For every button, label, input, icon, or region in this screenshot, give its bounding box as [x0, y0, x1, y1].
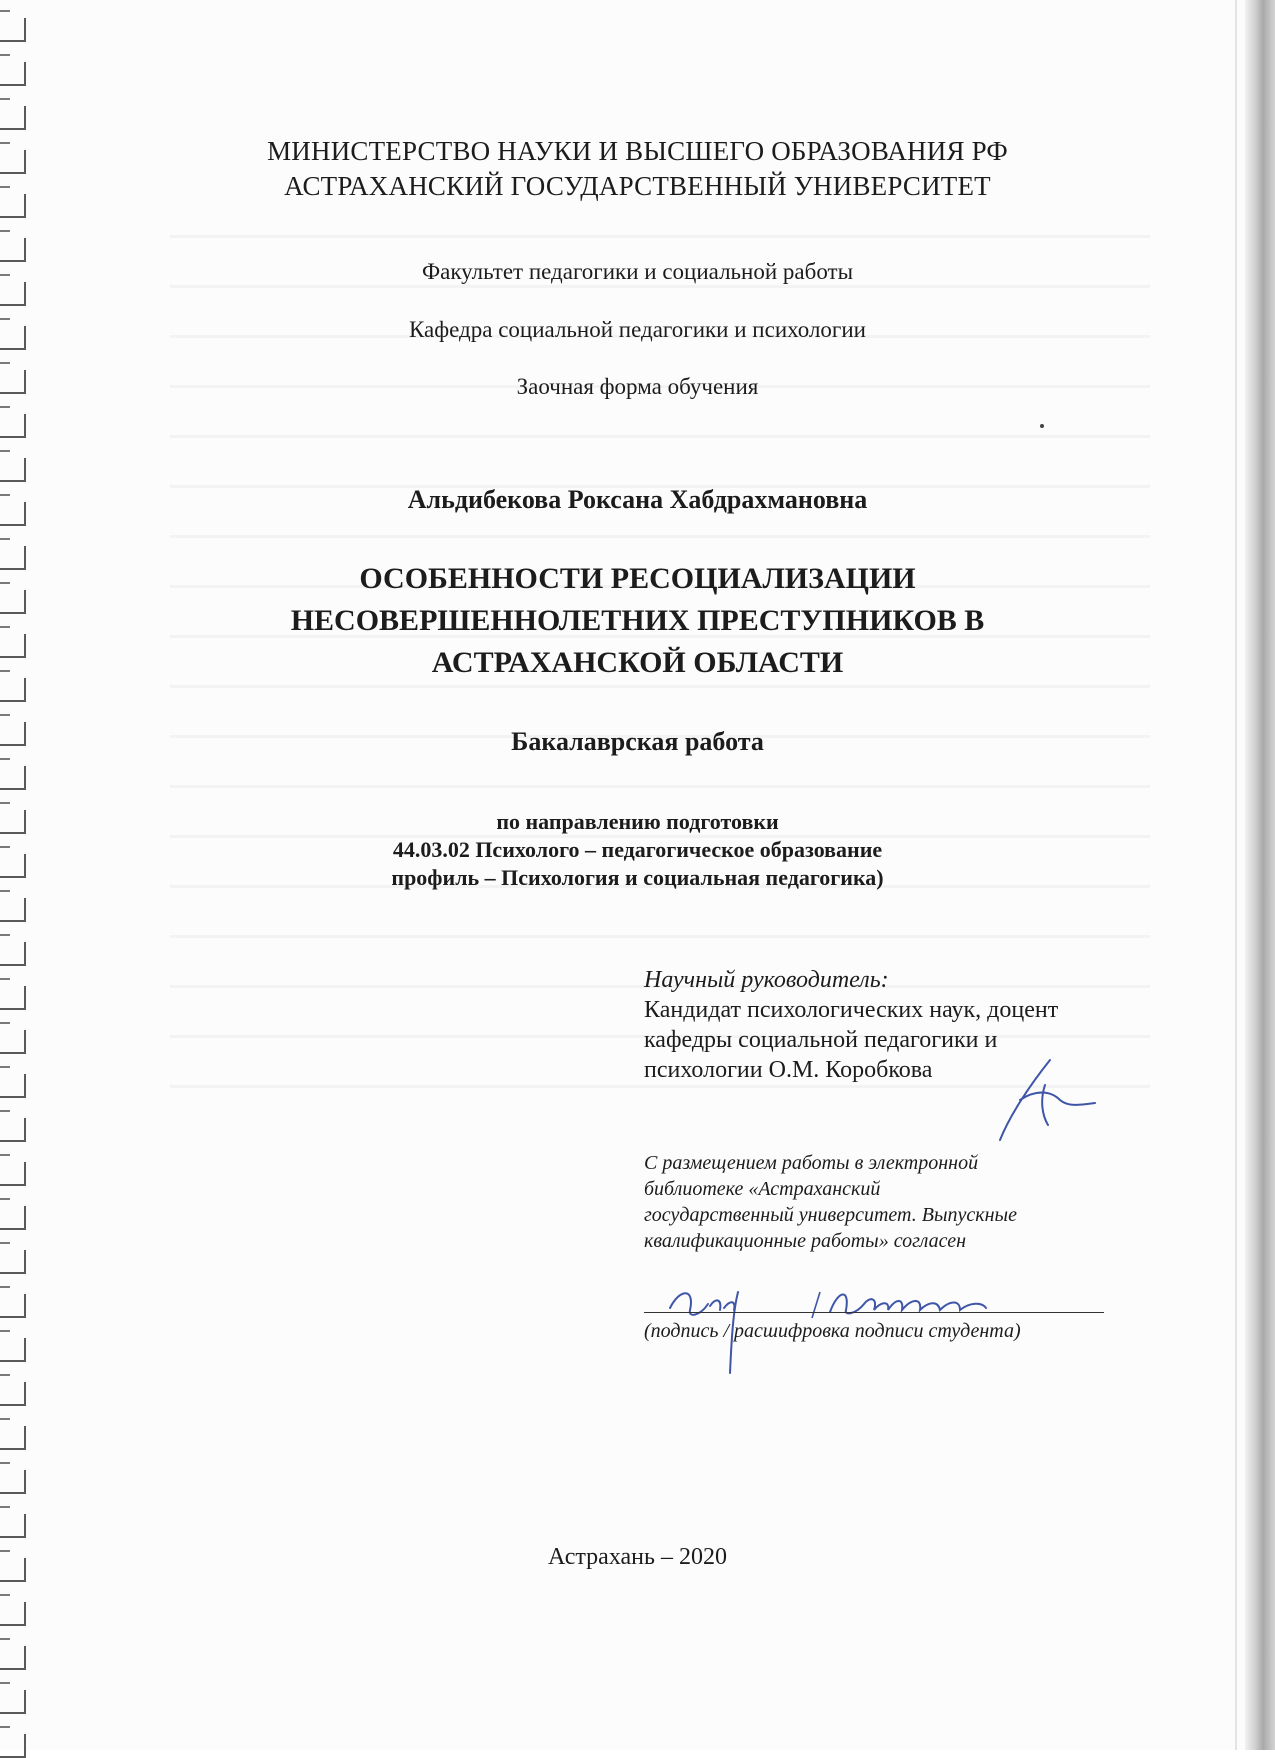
- binding-ring: [0, 1382, 26, 1406]
- ministry-name: МИНИСТЕРСТВО НАУКИ И ВЫСШЕГО ОБРАЗОВАНИЯ РФ: [267, 136, 1008, 166]
- ink-dot: [1040, 424, 1044, 428]
- city-year: Астрахань – 2020: [548, 1544, 727, 1570]
- author-name: Альдибекова Роксана Хабдрахмановна: [407, 485, 868, 514]
- binding-ring: [0, 1074, 26, 1098]
- thesis-title: [0, 558, 1275, 684]
- consent-line-2: библиотеке «Астраханский: [644, 1178, 881, 1200]
- binding-ring: [0, 1602, 26, 1626]
- binding-ring: [0, 986, 26, 1010]
- binding-ring: [0, 1646, 26, 1670]
- binding-ring: [0, 1690, 26, 1714]
- binding-ring: [0, 1734, 26, 1758]
- study-form: Заочная форма обучения: [516, 374, 759, 399]
- show-through-line: [170, 435, 1150, 438]
- show-through-line: [170, 535, 1150, 538]
- thesis-title-line-1: ОСОБЕННОСТИ РЕСОЦИАЛИЗАЦИИ: [359, 562, 916, 595]
- binding-ring: [0, 766, 26, 790]
- supervisor-line-3: психологии О.М. Коробкова: [644, 1057, 933, 1083]
- direction-line-3: профиль – Психология и социальная педагогика): [391, 865, 884, 890]
- show-through-line: [170, 235, 1150, 238]
- binding-ring: [0, 898, 26, 922]
- binding-ring: [0, 18, 26, 42]
- supervisor-line-1: Кандидат психологических наук, доцент: [644, 997, 1059, 1023]
- show-through-line: [170, 935, 1150, 938]
- ministry-header: [0, 134, 1275, 204]
- signature-caption: (подпись / расшифровка подписи студента): [644, 1320, 1021, 1342]
- binding-ring: [0, 1030, 26, 1054]
- binding-ring: [0, 1118, 26, 1142]
- binding-ring: [0, 458, 26, 482]
- consent-line-4: квалификационные работы» согласен: [644, 1230, 967, 1252]
- faculty-name: Факультет педагогики и социальной работы: [421, 259, 854, 284]
- consent-line-3: государственный университет. Выпускные: [644, 1204, 1017, 1226]
- binding-ring: [0, 1162, 26, 1186]
- signature-line: [644, 1312, 1104, 1313]
- supervisor-signature: [990, 1055, 1100, 1145]
- consent-line-1: С размещением работы в электронной: [644, 1152, 979, 1174]
- binding-ring: [0, 62, 26, 86]
- department-name: Кафедра социальной педагогики и психологии: [409, 317, 866, 342]
- show-through-line: [170, 785, 1150, 788]
- consent-block: [644, 1150, 1124, 1254]
- binding-ring: [0, 414, 26, 438]
- binding-ring: [0, 1250, 26, 1274]
- work-type: Бакалаврская работа: [511, 727, 764, 756]
- binding-ring: [0, 1294, 26, 1318]
- supervisor-label: Научный руководитель:: [644, 967, 889, 993]
- binding-ring: [0, 1470, 26, 1494]
- thesis-title-line-3: АСТРАХАНСКОЙ ОБЛАСТИ: [431, 646, 844, 679]
- binding-ring: [0, 1514, 26, 1538]
- study-direction: [0, 808, 1275, 892]
- thesis-title-line-2: НЕСОВЕРШЕННОЛЕТНИХ ПРЕСТУПНИКОВ В: [290, 604, 985, 637]
- binding-ring: [0, 1206, 26, 1230]
- direction-line-1: по направлению подготовки: [496, 809, 779, 834]
- binding-ring: [0, 106, 26, 130]
- binding-ring: [0, 942, 26, 966]
- show-through-line: [170, 685, 1150, 688]
- binding-ring: [0, 1426, 26, 1450]
- direction-line-2: 44.03.02 Психолого – педагогическое образование: [392, 837, 883, 862]
- supervisor-line-2: кафедры социальной педагогики и: [644, 1027, 998, 1053]
- university-name: АСТРАХАНСКИЙ ГОСУДАРСТВЕННЫЙ УНИВЕРСИТЕТ: [284, 171, 991, 201]
- binding-ring: [0, 1338, 26, 1362]
